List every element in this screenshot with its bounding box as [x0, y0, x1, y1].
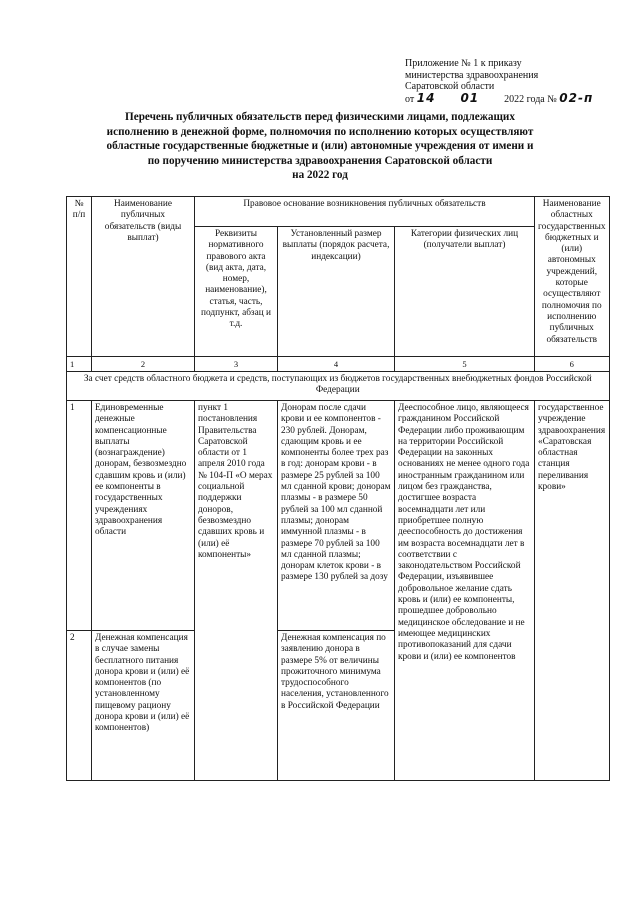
header-categories: Категории физических лиц (получатели выплат)	[395, 227, 535, 357]
row-amount: Денежная компенсация по заявлению донора в размере 5% от величины прожиточного минимума трудоспособного населения, установленного в Российской Федерации	[278, 631, 395, 781]
section-title: За счет средств областного бюджета и средств, поступающих из бюджетов государственных внебюджетных фондов Российской Федерации	[67, 372, 610, 401]
appendix-date-line	[405, 90, 605, 106]
appendix-month: 01	[460, 90, 480, 105]
column-number: 2	[92, 357, 195, 372]
row-requisites: пункт 1 постановления Правительства Саратовской области от 1 апреля 2010 года № 104-П «О мерах социальной поддержки доноров, безвозмездно сдавших кровь и (или) её компоненты»	[195, 401, 278, 781]
header-num: № п/п	[67, 197, 92, 357]
header-requisites: Реквизиты нормативного правового акта (вид акта, дата, номер, наименование), статья, часть, подпункт, абзац и т.д.	[195, 227, 278, 357]
section-row	[67, 372, 610, 401]
appendix-line-2: министерства здравоохранения	[405, 69, 539, 81]
appendix-number: 02-п	[559, 90, 594, 105]
appendix-block	[405, 58, 605, 105]
row-name: Денежная компенсация в случае замены бесплатного питания донора крови и (или) её компонентов (по установленному пищевому рациону донора крови и (или) её компонентов)	[92, 631, 195, 781]
header-legal-basis: Правовое основание возникновения публичных обязательств	[195, 197, 535, 227]
column-number: 5	[395, 357, 535, 372]
column-number: 3	[195, 357, 278, 372]
appendix-line-3: Саратовской области	[405, 81, 495, 92]
appendix-day: 14	[416, 90, 436, 105]
header-name: Наименование публичных обязательств (виды выплат)	[92, 197, 195, 357]
column-numbers-row	[67, 357, 610, 372]
document-title	[90, 110, 550, 183]
appendix-number-label: №	[547, 93, 557, 105]
table-row	[67, 401, 610, 631]
row-name: Единовременные денежные компенсационные выплаты (вознаграждение) донорам, безвозмездно сдавшим кровь и (или) ее компоненты в государственных учреждениях здравоохранения области	[92, 401, 195, 631]
title-line-4: по поручению министерства здравоохранения Саратовской области	[147, 154, 493, 167]
column-number: 4	[278, 357, 395, 372]
row-num: 1	[67, 401, 92, 631]
column-number: 1	[67, 357, 92, 372]
row-institution: государственное учреждение здравоохранения «Саратовская областная станция переливания крови»	[535, 401, 610, 781]
title-line-5: на 2022 год	[292, 169, 348, 181]
appendix-line-1: Приложение № 1 к приказу	[405, 58, 522, 69]
row-categories: Дееспособное лицо, являющееся гражданином Российской Федерации либо проживающим на территории Российской Федерации на законных основаниях не менее одного года иностранным гражданином или лицом без гражданства, достигшее возраста восемнадцати лет или приобретшее полную дееспособность до достижения им возраста восемнадцати лет в соответствии с законодательством Российской Федерации, изъявившее добровольное желание сдать кровь и (или) ее компоненты, прошедшее добровольно медицинское обследование и не имеющее медицинских противопоказаний для сдачи крови и (или) ее компонентов	[395, 401, 535, 781]
row-num: 2	[67, 631, 92, 781]
obligations-table	[66, 196, 610, 781]
appendix-from: от	[405, 93, 415, 105]
row-amount: Донорам после сдачи крови и ее компонентов - 230 рублей. Донорам, сдающим кровь и ее компоненты более трех раз в год: донорам крови - в размере 25 рублей за 100 мл сданной крови; донорам плазмы - в размере 50 рублей за 100 мл сданной плазмы; донорам иммунной плазмы - в размере 70 рублей за 100 мл сданной плазмы; донорам клеток крови - в размере 130 рублей за дозу	[278, 401, 395, 631]
header-amount: Установленный размер выплаты (порядок расчета, индексации)	[278, 227, 395, 357]
header-institution: Наименование областных государственных бюджетных и (или) автономных учреждений, которые осуществляют полномочия по исполнению публичных обязательств	[535, 197, 610, 357]
column-number: 6	[535, 357, 610, 372]
title-line-2: исполнению в денежной форме, полномочия по исполнению которых осуществляют	[106, 125, 534, 138]
title-line-3: областные государственные бюджетные и (или) автономные учреждения от имени и	[106, 140, 534, 152]
title-line-1: Перечень публичных обязательств перед физическими лицами, подлежащих	[125, 111, 515, 123]
appendix-year: 2022 года	[504, 93, 545, 105]
